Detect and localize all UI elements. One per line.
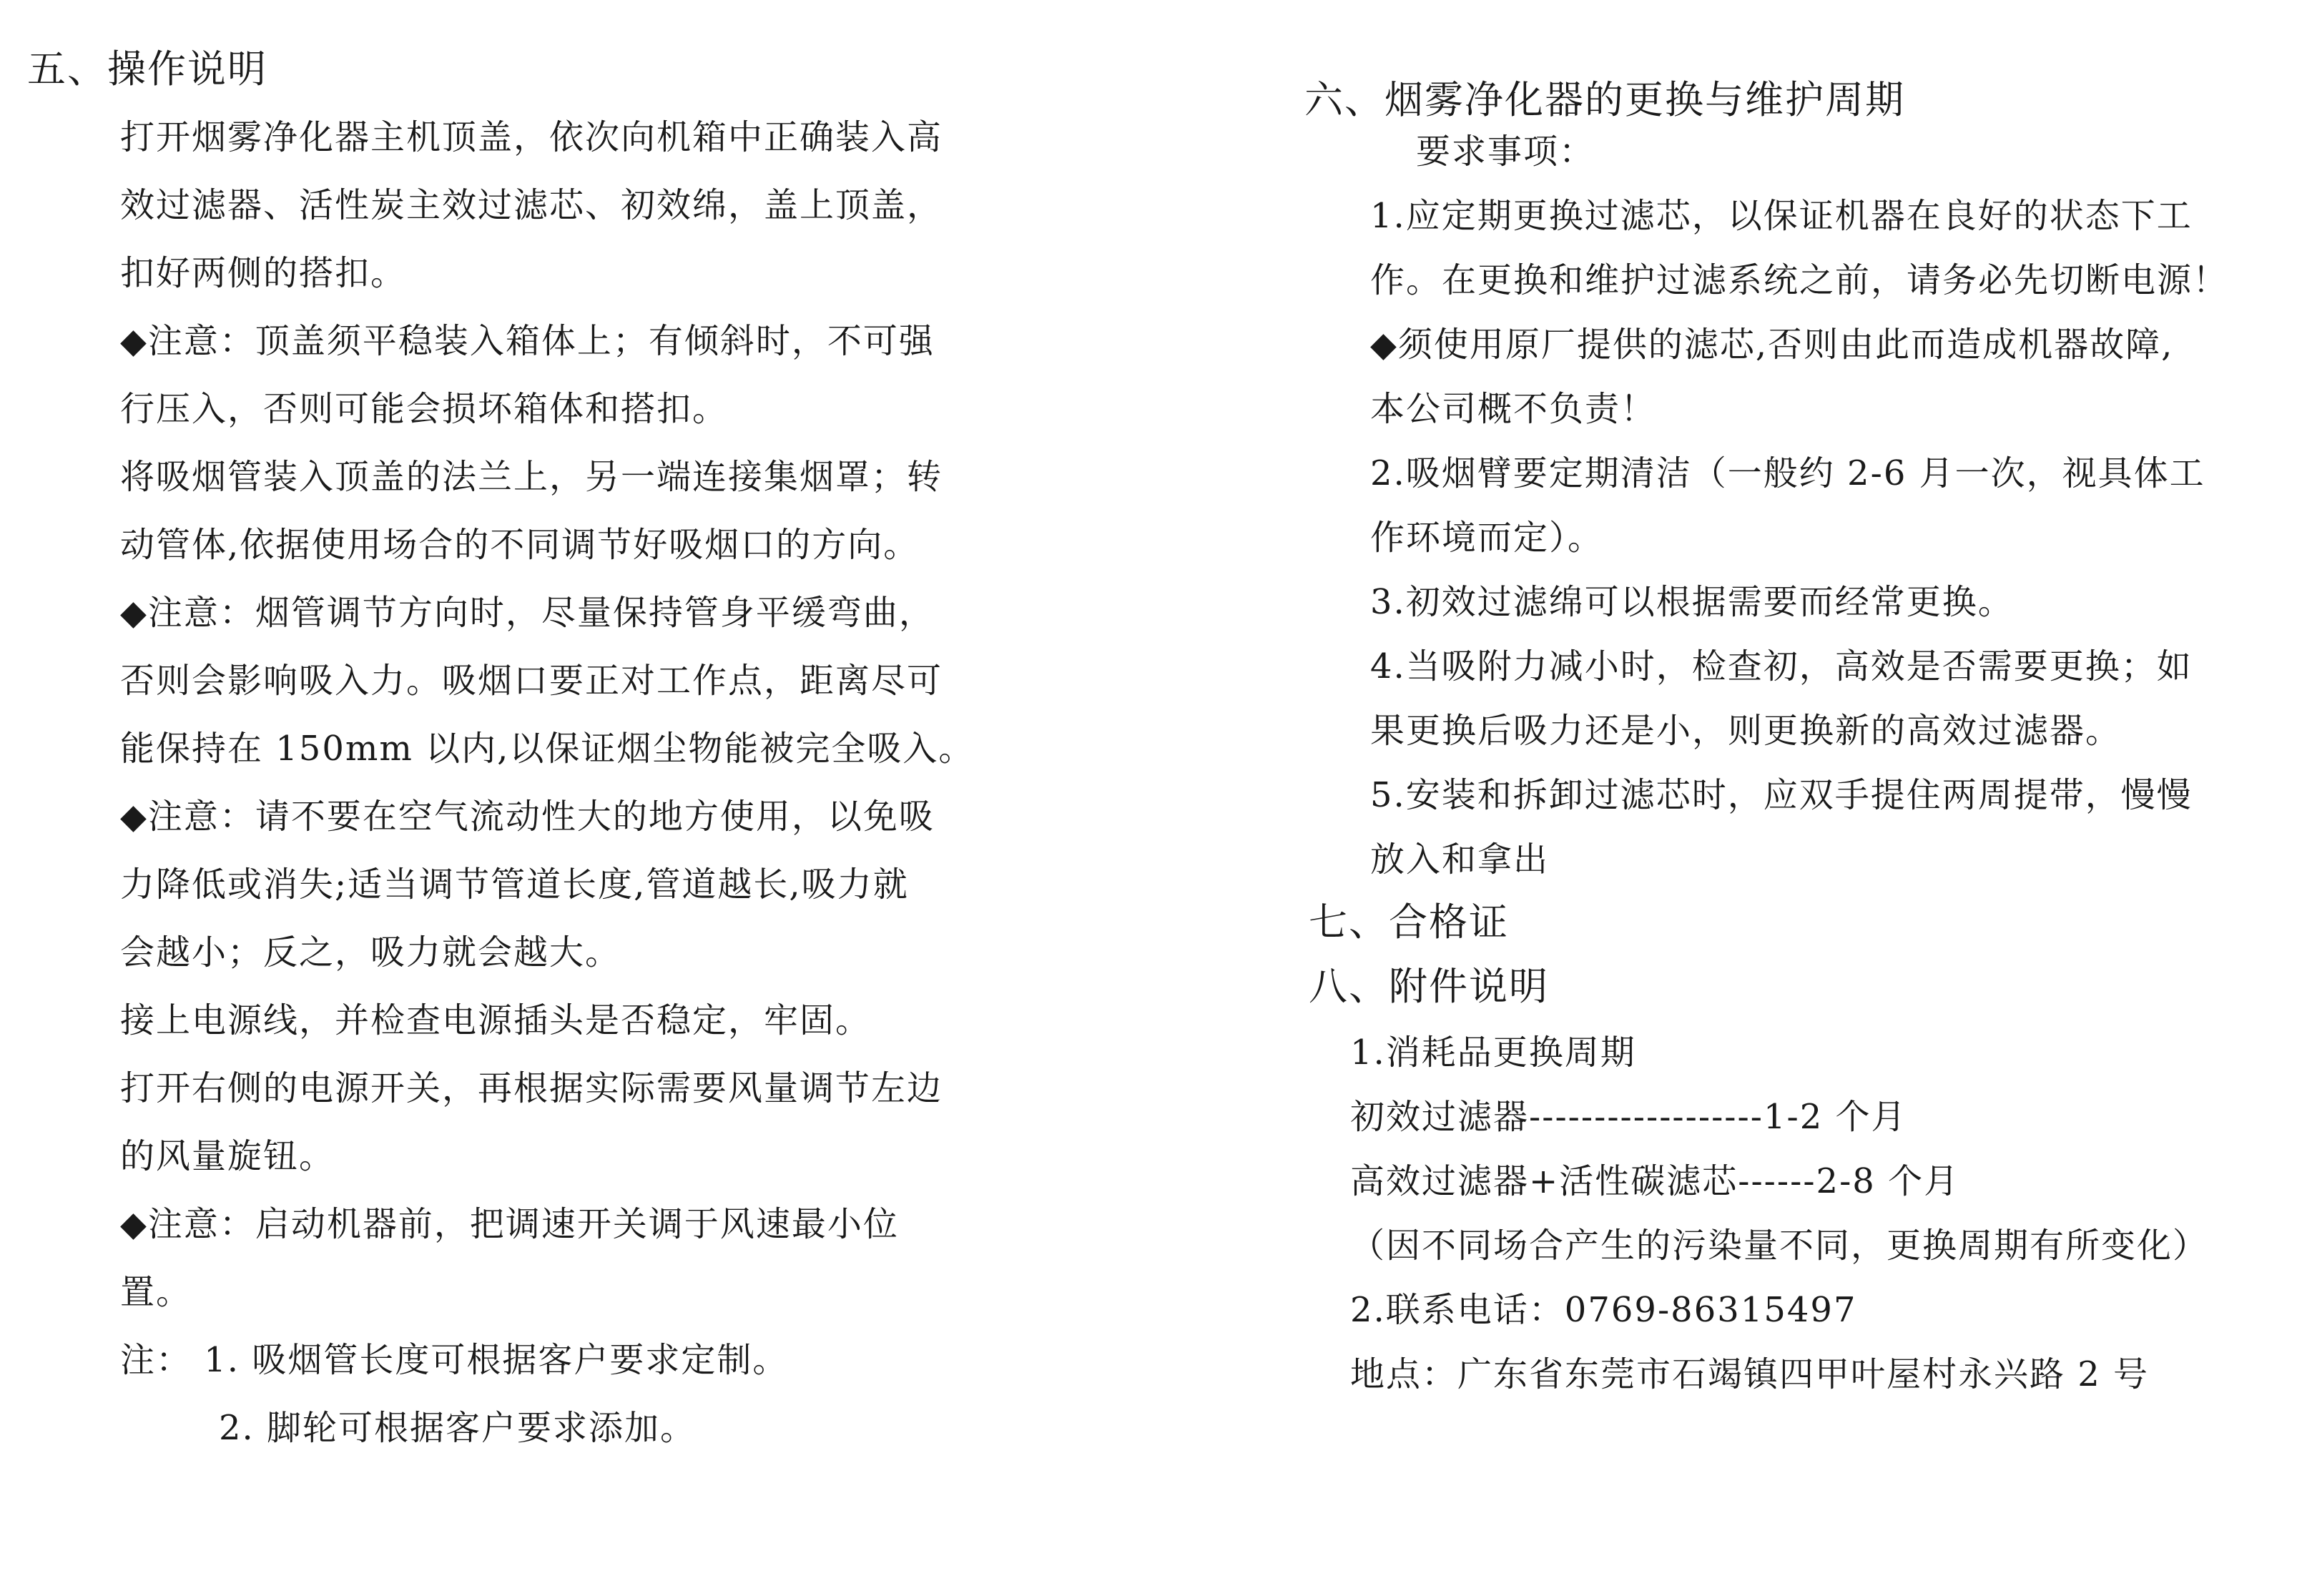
- text-line: 本公司概不负责！: [1370, 389, 1657, 429]
- text-line: 力降低或消失;适当调节管道长度,管道越长,吸力就: [120, 864, 909, 905]
- text-line: 初效过滤器------------------1-2 个月: [1350, 1097, 1907, 1137]
- note-line: ◆须使用原厂提供的滤芯,否则由此而造成机器故障,: [1370, 325, 2174, 365]
- text-line: 作环境而定）。: [1370, 518, 1604, 558]
- section-6-heading: 六、烟雾净化器的更换与维护周期: [1304, 77, 1905, 122]
- note-line: ◆注意：启动机器前，把调速开关调于风速最小位: [120, 1204, 899, 1244]
- note-line: ◆注意：烟管调节方向时，尽量保持管身平缓弯曲，: [120, 593, 935, 633]
- section-5-heading: 五、操作说明: [27, 46, 267, 92]
- note-line: ◆注意：请不要在空气流动性大的地方使用，以免吸: [120, 797, 935, 837]
- text-line: 打开烟雾净化器主机顶盖，依次向机箱中正确装入高: [120, 117, 943, 157]
- list-item: 1.应定期更换过滤芯，以保证机器在良好的状态下工: [1370, 196, 2193, 236]
- section-7-heading: 七、合格证: [1309, 900, 1509, 945]
- text-line: 高效过滤器+活性碳滤芯------2-8 个月: [1350, 1161, 1960, 1201]
- list-item: 2.吸烟臂要定期清洁（一般约 2-6 月一次，视具体工: [1370, 453, 2205, 493]
- list-item: 4.当吸附力减小时，检查初，高效是否需要更换；如: [1370, 646, 2193, 686]
- contact-address: 地点：广东省东莞市石竭镇四甲叶屋村永兴路 2 号: [1350, 1354, 2150, 1394]
- remark-line: 注： 1. 吸烟管长度可根据客户要求定制。: [120, 1340, 789, 1380]
- text-line: 的风量旋钮。: [120, 1136, 335, 1176]
- list-item: 1.消耗品更换周期: [1350, 1033, 1636, 1073]
- text-line: 效过滤器、活性炭主效过滤芯、初效绵，盖上顶盖，: [120, 185, 943, 225]
- text-line: 放入和拿出: [1370, 839, 1550, 880]
- text-line: 动管体,依据使用场合的不同调节好吸烟口的方向。: [120, 525, 920, 565]
- contact-phone: 2.联系电话：0769-86315497: [1350, 1290, 1857, 1330]
- section-8-heading: 八、附件说明: [1309, 964, 1549, 1009]
- note-line: ◆注意：顶盖须平稳装入箱体上；有倾斜时，不可强: [120, 321, 935, 361]
- remark-line: 2. 脚轮可根据客户要求添加。: [219, 1408, 697, 1448]
- text-line: （因不同场合产生的污染量不同，更换周期有所变化）: [1350, 1226, 2209, 1266]
- text-line: 果更换后吸力还是小，则更换新的高效过滤器。: [1370, 711, 2122, 751]
- text-line: 将吸烟管装入顶盖的法兰上，另一端连接集烟罩；转: [120, 457, 943, 497]
- text-line: 行压入，否则可能会损坏箱体和搭扣。: [120, 389, 729, 429]
- list-item: 5.安装和拆卸过滤芯时，应双手提住两周提带，慢慢: [1370, 775, 2193, 815]
- text-line: 会越小；反之，吸力就会越大。: [120, 932, 621, 972]
- text-line: 置。: [120, 1272, 192, 1312]
- list-item: 3.初效过滤绵可以根据需要而经常更换。: [1370, 582, 2014, 622]
- text-line: 作。在更换和维护过滤系统之前，请务必先切断电源！: [1370, 260, 2229, 300]
- text-line: 否则会影响吸入力。吸烟口要正对工作点，距离尽可: [120, 661, 943, 701]
- text-line: 打开右侧的电源开关，再根据实际需要风量调节左边: [120, 1068, 943, 1108]
- text-line: 扣好两侧的搭扣。: [120, 253, 407, 293]
- text-line: 能保持在 150mm 以内,以保证烟尘物能被完全吸入。: [120, 729, 975, 769]
- text-line: 接上电源线，并检查电源插头是否稳定，牢固。: [120, 1000, 872, 1040]
- text-line: 要求事项：: [1416, 132, 1595, 172]
